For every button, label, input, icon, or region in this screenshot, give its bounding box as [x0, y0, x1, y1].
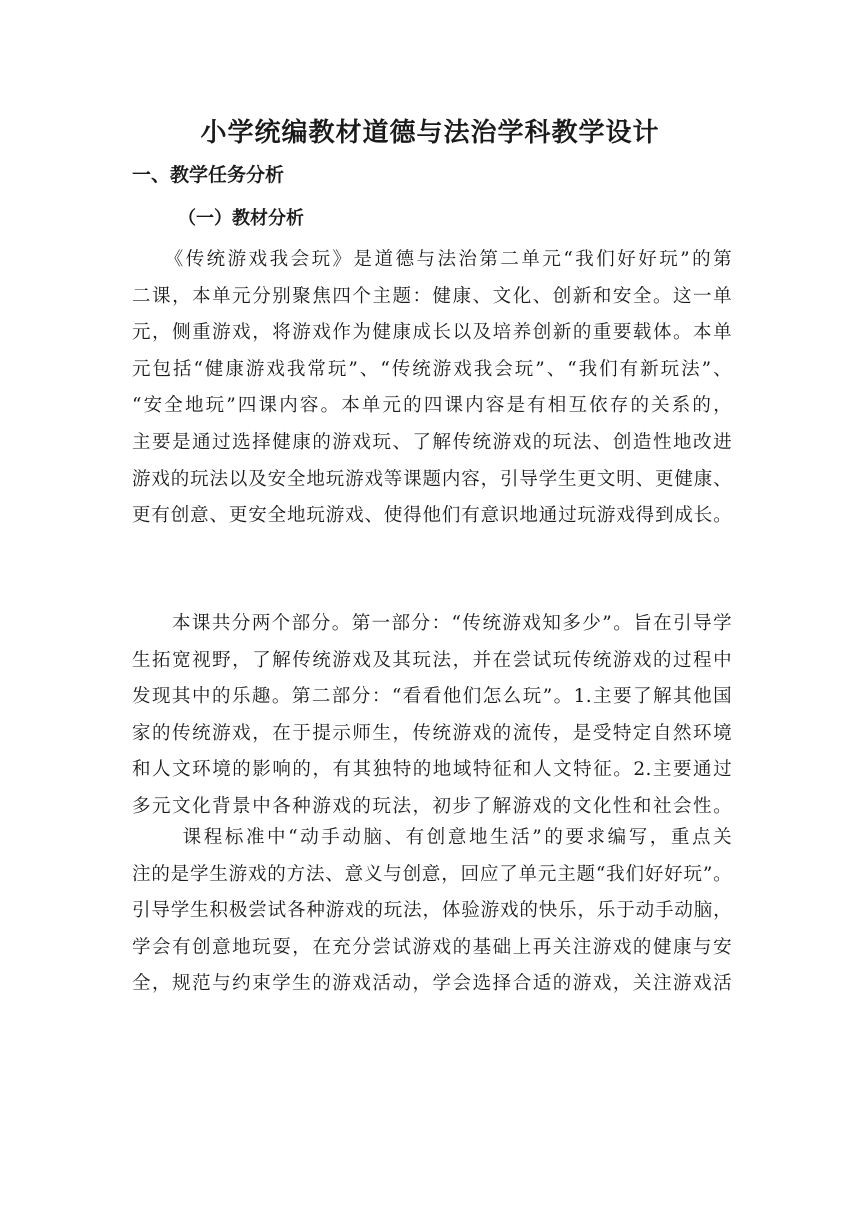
text-line: 引导学生积极尝试各种游戏的玩法，体验游戏的快乐，乐于动手动脑， [132, 900, 732, 922]
text-line: 主要是通过选择健康的游戏玩、了解传统游戏的玩法、创造性地改进 [132, 431, 732, 453]
text-line: 二课，本单元分别聚焦四个主题：健康、文化、创新和安全。这一单 [132, 285, 732, 307]
paragraph-curriculum-standard [132, 820, 732, 1003]
paragraph-textbook-intro [132, 242, 732, 535]
text-line: 学会有创意地玩耍，在充分尝试游戏的基础上再关注游戏的健康与安 [132, 936, 732, 958]
text-line: 生拓宽视野，了解传统游戏及其玩法，并在尝试玩传统游戏的过程中 [132, 649, 732, 671]
subsection-heading: （一）教材分析 [178, 208, 304, 229]
section-heading: 一、教学任务分析 [132, 164, 285, 186]
text-line: 《传统游戏我会玩》是道德与法治第二单元“我们好好玩”的第 [132, 249, 732, 270]
text-line: 更有创意、更安全地玩游戏、使得他们有意识地通过玩游戏得到成长。 [132, 505, 732, 527]
text-line: 游戏的玩法以及安全地玩游戏等课题内容，引导学生更文明、更健康、 [132, 468, 732, 490]
text-line: 注的是学生游戏的方法、意义与创意，回应了单元主题“我们好好玩”。 [132, 863, 732, 885]
text-line: 课程标准中“动手动脑、有创意地生活”的要求编写，重点关 [132, 827, 732, 848]
text-line: 全，规范与约束学生的游戏活动，学会选择合适的游戏，关注游戏活 [132, 973, 732, 995]
text-line: 元，侧重游戏，将游戏作为健康成长以及培养创新的重要载体。本单 [132, 322, 732, 344]
text-line: 本课共分两个部分。第一部分：“传统游戏知多少”。旨在引导学 [132, 613, 732, 634]
text-line: 多元文化背景中各种游戏的玩法，初步了解游戏的文化性和社会性。 [132, 795, 732, 817]
paragraph-lesson-parts [132, 606, 732, 826]
text-line: 发现其中的乐趣。第二部分：“看看他们怎么玩”。1.主要了解其他国 [132, 686, 732, 708]
text-line: 和人文环境的影响的，有其独特的地域特征和人文特征。2.主要通过 [132, 759, 732, 781]
text-line: 元包括“健康游戏我常玩”、“传统游戏我会玩”、“我们有新玩法”、 [132, 358, 732, 380]
text-line: 家的传统游戏，在于提示师生，传统游戏的流传，是受特定自然环境 [132, 722, 732, 744]
text-line: “安全地玩”四课内容。本单元的四课内容是有相互依存的关系的， [132, 395, 732, 417]
document-title: 小学统编教材道德与法治学科教学设计 [200, 118, 660, 148]
